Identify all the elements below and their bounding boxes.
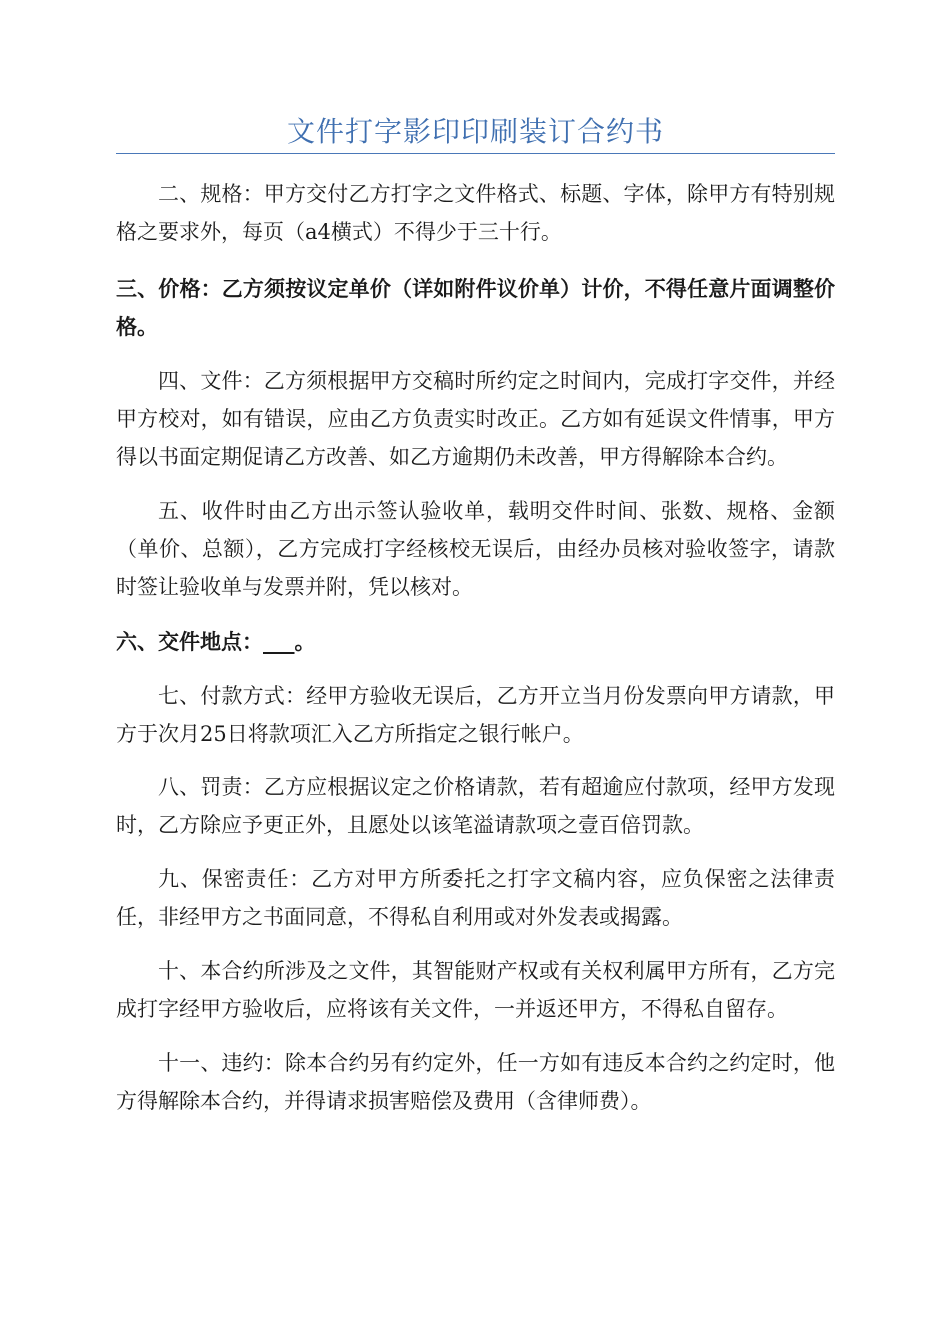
clause-6-delivery-location: 六、交件地点：___。 xyxy=(116,630,316,654)
clause-11-breach: 十一、违约：除本合约另有约定外，任一方如有违反本合约之约定时，他方得解除本合约，并得请求损害赔偿及费用（含律师费）。 xyxy=(116,1051,835,1113)
clause-9-confidentiality: 九、保密责任：乙方对甲方所委托之打字文稿内容，应负保密之法律责任，非经甲方之书面同意，不得私自利用或对外发表或揭露。 xyxy=(116,867,835,929)
document-page xyxy=(116,112,835,1120)
clause-7-payment: 七、付款方式：经甲方验收无误后，乙方开立当月份发票向甲方请款，甲方于次月25日将款项汇入乙方所指定之银行帐户。 xyxy=(116,684,835,746)
clause-5-receipt: 五、收件时由乙方出示签认验收单，载明交件时间、张数、规格、金额（单价、总额），乙方完成打字经核校无误后，由经办员核对验收签字，请款时签让验收单与发票并附，凭以核对。 xyxy=(116,499,835,599)
clause-3-price: 三、价格：乙方须按议定单价（详如附件议价单）计价，不得任意片面调整价格。 xyxy=(116,277,835,339)
document-title: 文件打字影印印刷装订合约书 xyxy=(286,115,664,148)
clause-4-documents: 四、文件：乙方须根据甲方交稿时所约定之时间内，完成打字交件，并经甲方校对，如有错误，应由乙方负责实时改正。乙方如有延误文件情事，甲方得以书面定期促请乙方改善、如乙方逾期仍未改善，甲方得解除本合约。 xyxy=(116,369,835,469)
clause-8-penalty: 八、罚责：乙方应根据议定之价格请款，若有超逾应付款项，经甲方发现时，乙方除应予更正外，且愿处以该笔溢请款项之壹百倍罚款。 xyxy=(116,775,835,837)
title-divider xyxy=(116,153,835,154)
clause-2-specification: 二、规格：甲方交付乙方打字之文件格式、标题、字体，除甲方有特别规格之要求外，每页（a4横式）不得少于三十行。 xyxy=(116,182,835,244)
clause-10-intellectual-property: 十、本合约所涉及之文件，其智能财产权或有关权利属甲方所有，乙方完成打字经甲方验收后，应将该有关文件，一并返还甲方，不得私自留存。 xyxy=(116,959,835,1021)
